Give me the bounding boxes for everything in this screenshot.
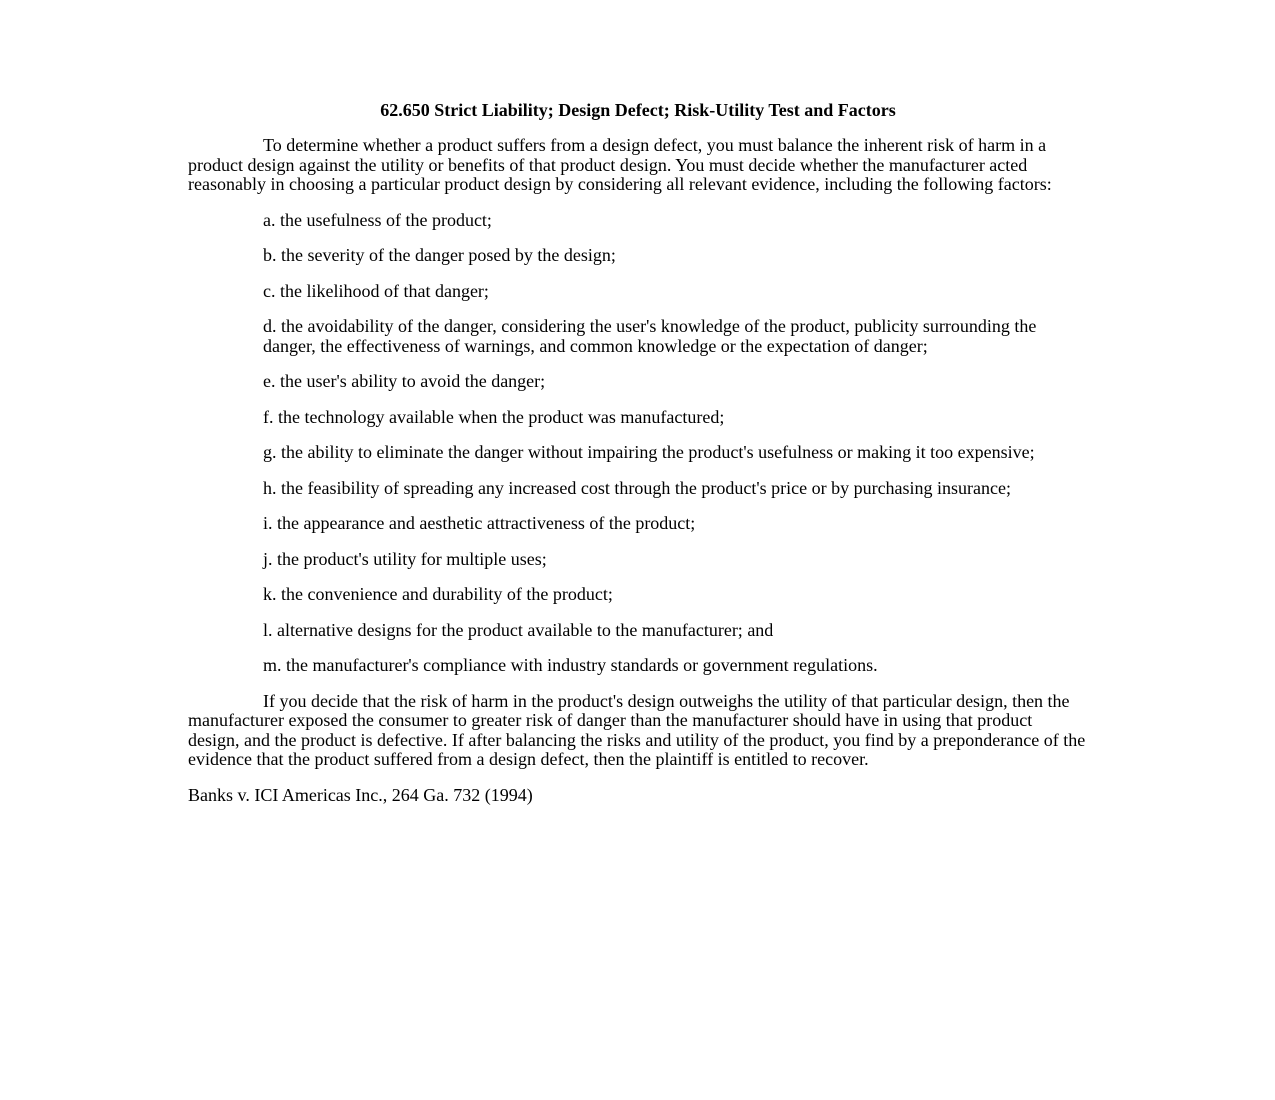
factor-a: a. the usefulness of the product; [263,209,492,230]
conclusion-paragraph: If you decide that the risk of harm in the product's design outweighs the utility of that particular design, then the manufacturer exposed the consumer to greater risk of danger than the manufacturer should have in using that product design, and the product is defective. If after balancing the risks and utility of the product, you find by a preponderance of the evidence that the product suffered from a design defect, then the plaintiff is entitled to recover. [188,690,1086,769]
document-title: 62.650 Strict Liability; Design Defect; Risk-Utility Test and Factors [380,100,896,120]
case-citation: Banks v. ICI Americas Inc., 264 Ga. 732 (1994) [188,784,533,805]
factor-i: i. the appearance and aesthetic attractiveness of the product; [263,513,696,533]
factor-j: j. the product's utility for multiple uses; [263,548,547,569]
factor-m: m. the manufacturer's compliance with industry standards or government regulations. [263,655,878,675]
factor-g: g. the ability to eliminate the danger without impairing the product's usefulness or making it too expensive; [263,442,1035,462]
intro-paragraph: To determine whether a product suffers from a design defect, you must balance the inherent risk of harm in a product design against the utility or benefits of that product design. You must decide whether the manufacturer acted reasonably in choosing a particular product design by considering all relevant evidence, including the following factors: [188,135,1052,194]
factor-f: f. the technology available when the product was manufactured; [263,406,725,427]
document-body [188,100,1088,805]
factor-k: k. the convenience and durability of the product; [263,584,613,604]
factor-l: l. alternative designs for the product available to the manufacturer; and [263,619,774,640]
factor-c: c. the likelihood of that danger; [263,280,489,301]
factor-e: e. the user's ability to avoid the danger; [263,371,546,391]
factor-h: h. the feasibility of spreading any increased cost through the product's price or by purchasing insurance; [263,477,1012,498]
factor-d: d. the avoidability of the danger, considering the user's knowledge of the product, publicity surrounding the danger, the effectiveness of warnings, and common knowledge or the expectation of danger; [263,316,1037,356]
factors-list [188,211,1088,676]
factor-b: b. the severity of the danger posed by the design; [263,245,616,265]
